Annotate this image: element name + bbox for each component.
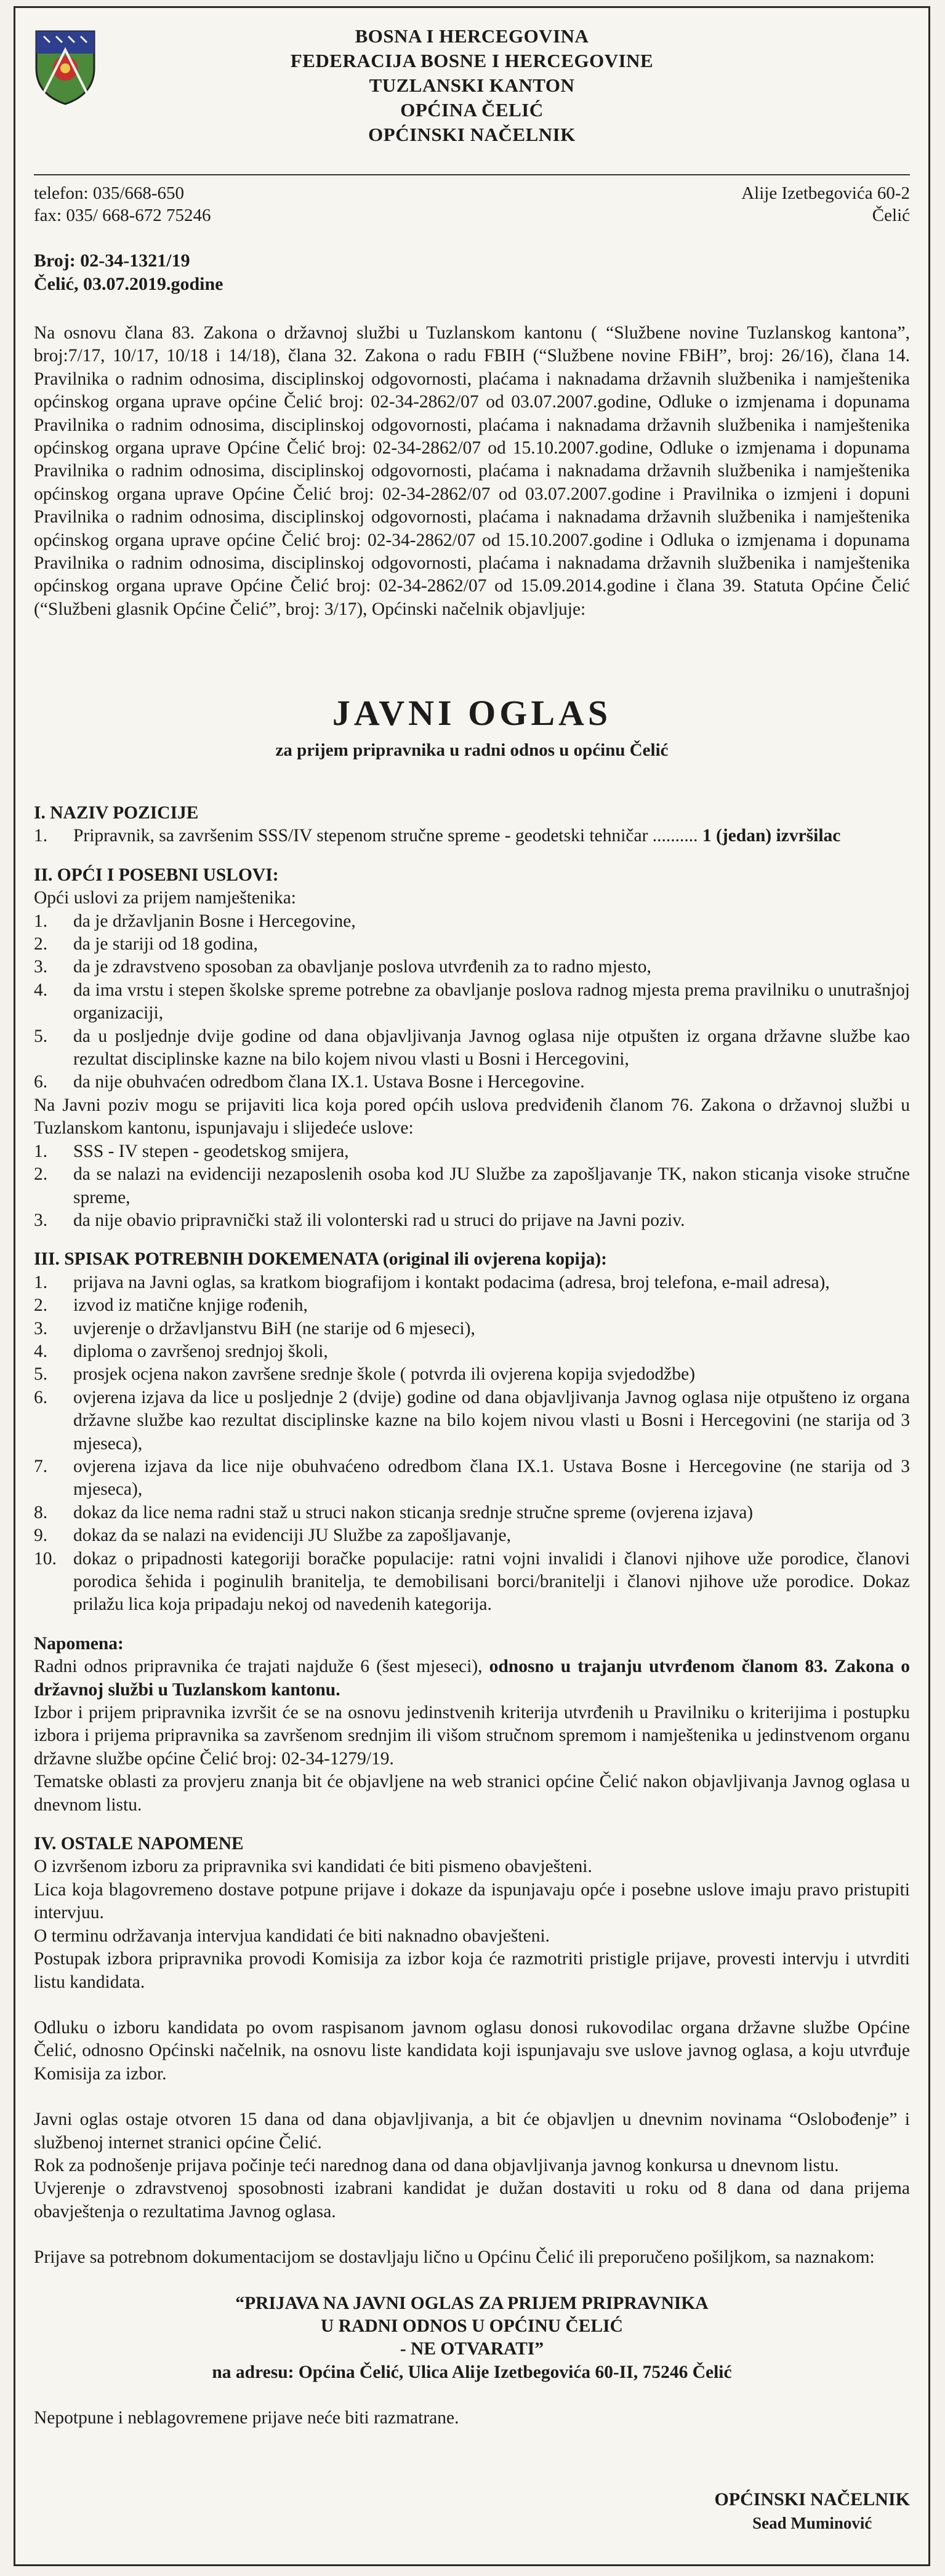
org-header [34,24,910,147]
section-heading: I. NAZIV POZICIJE [34,803,199,823]
paragraph: Uvjerenje o zdravstvenoj sposobnosti izabrani kandidat je dužan dostaviti u roku od 8 dana od dana prijema obavještenja o rezultatima Javnog oglasa. [34,2178,910,2222]
reference-block [34,249,223,296]
paragraph: O terminu održavanja intervjua kandidati će biti naknadno obavješteni. [34,1926,550,1946]
envelope-line: U RADNI ODNOS U OPĆINU ČELIĆ [321,2316,623,2336]
notes-duration: Radni odnos pripravnika će trajati najduže 6 (šest mjeseci), odnosno u trajanju utvrđenom članom 83. Zakona o državnoj službi u Tuzlanskom kantonu. [34,1657,910,1700]
paragraph: O izvršenom izboru za pripravnika svi kandidati će biti pismeno obavješteni. [34,1857,592,1877]
reference-date: Čelić, 03.07.2019.godine [34,274,223,294]
header-divider [34,174,910,175]
signature-role: OPĆINSKI NAČELNIK [714,2489,910,2510]
special-label: Na Javni poziv mogu se prijaviti lica koja pored općih uslova predviđenih članom 76. Zakona o državnoj službi u Tuzlanskom kantonu, ispunjavaju i slijedeće uslove: [34,1095,910,1138]
notes-topics: Tematske oblasti za provjeru znanja bit će objavljene na web stranici općine Čelić nakon objavljivanja Javnog oglasa u dnevnom listu. [34,1772,910,1815]
list-item: 5. prosjek ocjena nakon završene srednje škole ( potvrda ili ovjerena kopija svjedodžbe) [34,1364,696,1385]
list-item: 3. da je zdravstveno sposoban za obavljanje poslova utvrđenih za to radno mjesto, [34,957,651,977]
list-item: 7. ovjerena izjava da lice nije obuhvaćeno odredbom člana IX.1. Ustava Bosne i Hercegovine (ne starija od 3 mjeseca), [34,1456,910,1500]
envelope-line: - NE OTVARATI” [400,2339,544,2359]
list-item: 2. izvod iz matične knjige rođenih, [34,1295,308,1316]
address-info [741,182,910,226]
intro-text: Na osnovu člana 83. Zakona o državnoj službi u Tuzlanskom kantonu ( “Službene novine Tuzlanskog kantona”, broj:7/17, 10/17, 10/18 i 14/18), člana 32. Zakona o radu FBIH (“Službene novine FBiH”, broj: 26/16), člana 14. Pravilnika o radnim odnosima, disciplinskoj odgovornosti, plaćama i naknadama državnih službenika i namještenika općinskog organa uprave općine Čelić broj: 02-34-2862/07 od 03.07.2007.godine, Odluke o izmjenama i dopunama Pravilnika o radnim odnosima, disciplinskoj odgovornosti, plaćama i naknadama državnih službenika i namještenika općinskog organa uprave Općine Čelić broj: 02-34-2862/07 od 15.10.2007.godine, Odluke o izmjenama i dopunama Pravilnika o radnim odnosima, disciplinskoj odgovornosti, plaćama i naknadama državnih službenika i namještenika općinskog organa uprave Općine Čelić broj: 02-34-2862/07 od 03.07.2007.godine i Pravilnika o izmjeni i dopuni Pravilnika o radnim odnosima, disciplinskoj odgovornosti, plaćama i naknadama državnih službenika i namještenika općinskog organa uprave općine Čelić broj: 02-34-2862/07 od 15.10.2007.godine i Odluka o izmjenama i dopunama Pravilnika o radnim odnosima, disciplinskoj odgovornosti, plaćama i naknadama državnih službenika i namještenika općinskog organa uprave Općine Čelić broj: 02-34-2862/07 od 15.09.2014.godine i člana 39. Statuta Općine Čelić (“Službeni glasnik Općine Čelić”, broj: 3/17), Općinski načelnik objavljuje: [34,323,910,619]
list-item: 1. da je državljanin Bosne i Hercegovine, [34,911,356,931]
position-list [34,825,910,847]
notes-selection: Izbor i prijem pripravnika izvršit će se na osnovu jedinstvenih kriterija utvrđenih u Pravilniku o kriterijima i postupku izbora i prijema pripravnika sa završenom srednjim ili višom stručnom spremom i namještenika u jedinstvenom organu državne službe općine Čelić broj: 02-34-1279/19. [34,1703,910,1769]
intro-paragraph [34,322,910,621]
list-item: 5. da u posljednje dvije godine od dana objavljivanja Javnog oglasa nije otpušten iz organa državne službe kao rezultat disciplinske kazne na bilo kojem nivou vlasti u Bosni i Hercegovini, [34,1026,910,1070]
document-frame [14,6,930,2566]
list-item: 2. da se nalazi na evidenciji nezaposlenih osoba kod JU Službe za zapošljavanje TK, nakon sticanja visoke stručne spreme, [34,1164,910,1207]
documents-list [34,1271,910,1617]
city: Čelić [872,206,910,225]
list-item: 4. diploma o završenoj srednjoj školi, [34,1341,328,1361]
paragraph: Rok za podnošenje prijava počinje teći narednog dana od dana objavljivanja javnog konkursa u dnevnom listu. [34,2155,839,2175]
list-item: 6. da nije obuhvaćen odredbom člana IX.1. Ustava Bosne i Hercegovine. [34,1072,585,1092]
org-line: BOSNA I HERCEGOVINA [355,25,589,47]
org-line: TUZLANSKI KANTON [369,74,575,96]
document-title: JAVNI OGLAS [332,693,612,733]
org-line: OPĆINSKI NAČELNIK [368,124,576,145]
list-item: 1. Pripravnik, sa završenim SSS/IV stepenom stručne spreme - geodetski tehničar .......... 1 (jedan) izvršilac [34,826,841,846]
reference-number: Broj: 02-34-1321/19 [34,250,190,271]
section-heading: III. SPISAK POTREBNIH DOKEMENATA (original ili ovjerena kopija): [34,1249,607,1270]
signature-block [714,2488,910,2535]
paragraph: Postupak izbora pripravnika provodi Komisija za izbor koja će razmotriti pristigle prijave, provesti intervju i utvrditi listu kandidata. [34,1949,910,1992]
list-item: 1. prijava na Javni oglas, sa kratkom biografijom i kontakt podacima (adresa, broj telefona, e-mail adresa), [34,1272,830,1292]
org-line: OPĆINA ČELIĆ [400,99,544,121]
envelope-line: “PRIJAVA NA JAVNI OGLAS ZA PRIJEM PRIPRAVNIKA [235,2293,709,2313]
fax: fax: 035/ 668-672 75246 [34,206,211,225]
org-line: FEDERACIJA BOSNE I HERCEGOVINE [290,50,654,71]
main-body [34,802,910,2430]
list-item: 9. dokaz da se nalazi na evidenciji JU Službe za zapošljavanje, [34,1526,511,1546]
envelope-notation [34,2292,910,2385]
section-heading: IV. OSTALE NAPOMENE [34,1834,244,1854]
signature-name: Sead Muminović [752,2514,872,2532]
list-item: 10. dokaz o pripadnosti kategoriji boračke populacije: ratni vojni invalidi i članovi njihove uže porodice, članovi porodica šehida i poginulih branitelja, te demobilisani borci/branitelji i članovi njihove uže porodice. Dokaz prilažu lica koja pripadaju nekoj od navedenih kategorija. [34,1548,910,1615]
paragraph: Nepotpune i neblagovremene prijave neće biti razmatrane. [34,2408,459,2428]
list-item: 3. uvjerenje o državljanstvu BiH (ne starije od 6 mjeseci), [34,1318,475,1338]
phone: telefon: 035/668-650 [34,183,185,203]
list-item: 3. da nije obavio pripravnički staž ili volonterski rad u struci do prijave na Javni poziv. [34,1210,685,1230]
envelope-address: na adresu: Općina Čelić, Ulica Alije Izetbegovića 60-II, 75246 Čelić [212,2362,732,2382]
list-item: 6. ovjerena izjava da lice u posljednje 2 (dvije) godine od dana objavljivanja Javnog oglasa nije otpušteno iz organa državne službe kao rezultat disciplinske kazne na bilo kojem nivou vlasti u Bosni i Hercegovini (ne starija od 3 mjeseca), [34,1387,910,1454]
general-label: Opći uslovi za prijem namještenika: [34,888,296,908]
list-item: 2. da je stariji od 18 godina, [34,934,258,954]
address: Alije Izetbegovića 60-2 [741,183,910,203]
general-conditions-list [34,910,910,1094]
notes-heading: Napomena: [34,1633,124,1654]
list-item: 8. dokaz da lice nema radni staž u struci nakon sticanja srednje stručne spreme (ovjerena izjava) [34,1502,754,1522]
paragraph: Lica koja blagovremeno dostave potpune prijave i dokaze da ispunjavaju opće i posebne uslove imaju pravo pristupiti intervjuu. [34,1879,910,1923]
document-subtitle: za prijem pripravnika u radni odnos u općinu Čelić [275,740,669,760]
list-item: 1. SSS - IV stepen - geodetskog smijera, [34,1141,349,1161]
list-item: 4. da ima vrstu i stepen školske spreme potrebne za obavljanje poslova radnog mjesta prema pravilniku o unutrašnjoj organizaciji, [34,980,910,1023]
section-heading: II. OPĆI I POSEBNI USLOVI: [34,865,279,885]
special-conditions-list [34,1140,910,1233]
paragraph: Javni oglas ostaje otvoren 15 dana od dana objavljivanja, a bit će objavljen u dnevnim novinama “Oslobođenje” i službenoj internet stranici općine Čelić. [34,2110,910,2153]
paragraph: Prijave sa potrebnom dokumentacijom se dostavljaju lično u Općinu Čelić ili preporučeno pošiljkom, sa naznakom: [34,2247,875,2268]
contact-info [34,182,211,226]
paragraph: Odluku o izboru kandidata po ovom raspisanom javnom oglasu donosi rukovodilac organa državne službe Općine Čelić, odnosno Općinski načelnik, na osnovu liste kandidata koji ispunjavaju sve uslove javnog oglasa, a koju utvrđuje Komisija za izbor. [34,2017,910,2084]
